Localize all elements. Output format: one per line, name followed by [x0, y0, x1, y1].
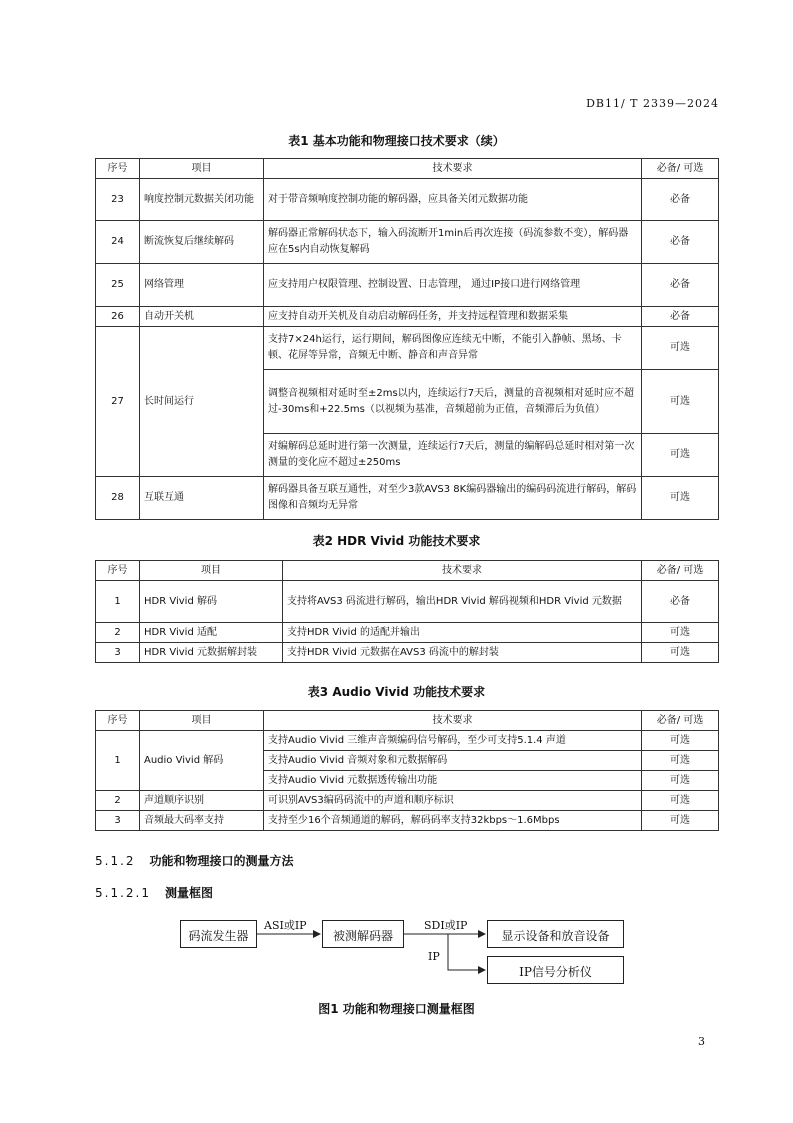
decoder-under-test-box: 被测解码器	[322, 920, 404, 948]
row-item: 断流恢复后继续解码	[140, 221, 264, 264]
row-requirement: 支持Audio Vivid 元数据透传输出功能	[264, 771, 642, 791]
row-requirement: 支持HDR Vivid 元数据在AVS3 码流中的解封装	[283, 643, 642, 663]
header-requirement: 技术要求	[264, 159, 642, 179]
row-no: 1	[96, 581, 140, 623]
row-requirement: 支持Audio Vivid 音频对象和元数据解码	[264, 751, 642, 771]
row-item: Audio Vivid 解码	[140, 731, 264, 791]
ip-analyzer-box: IP信号分析仪	[487, 956, 624, 984]
row-no: 24	[96, 221, 140, 264]
row-optional: 必备	[642, 221, 719, 264]
figure1-caption: 图1 功能和物理接口测量框图	[318, 1002, 475, 1016]
row-requirement: 支持HDR Vivid 的适配并输出	[283, 623, 642, 643]
row-optional: 必备	[642, 581, 719, 623]
row-item: HDR Vivid 适配	[140, 623, 283, 643]
table2-caption: 表2 HDR Vivid 功能技术要求	[312, 534, 481, 548]
section-title: 测量框图	[164, 886, 213, 900]
row-no: 1	[96, 731, 140, 791]
row-no: 2	[96, 623, 140, 643]
row-optional: 可选	[642, 731, 719, 751]
ip-label: IP	[428, 950, 440, 963]
row-item: 自动开关机	[140, 307, 264, 327]
section-number: 5.1.2	[95, 854, 136, 868]
row-optional: 可选	[642, 370, 719, 434]
stream-generator-box: 码流发生器	[180, 920, 257, 948]
row-optional: 必备	[642, 264, 719, 307]
input-interface-label: ASI或IP	[264, 919, 307, 932]
row-optional: 可选	[642, 751, 719, 771]
row-item: HDR Vivid 解码	[140, 581, 283, 623]
row-requirement: 可识别AVS3编码码流中的声道和顺序标识	[264, 791, 642, 811]
row-no: 2	[96, 791, 140, 811]
row-no: 23	[96, 179, 140, 221]
header-optional: 必备/ 可选	[642, 159, 719, 179]
row-no: 28	[96, 477, 140, 520]
row-no: 27	[96, 327, 140, 477]
row-requirement: 支持Audio Vivid 三维声音频编码信号解码，至少可支持5.1.4 声道	[264, 731, 642, 751]
row-optional: 可选	[642, 434, 719, 477]
row-item: 互联互通	[140, 477, 264, 520]
header-item: 项目	[140, 561, 283, 581]
row-item: 响度控制元数据关闭功能	[140, 179, 264, 221]
header-optional: 必备/ 可选	[642, 561, 719, 581]
header-no: 序号	[96, 711, 140, 731]
row-optional: 必备	[642, 307, 719, 327]
row-requirement: 对于带音频响度控制功能的解码器，应具备关闭元数据功能	[264, 179, 642, 221]
row-optional: 可选	[642, 477, 719, 520]
table1-caption: 表1 基本功能和物理接口技术要求（续）	[288, 134, 505, 148]
row-requirement: 应支持用户权限管理、控制设置、日志管理， 通过IP接口进行网络管理	[264, 264, 642, 307]
row-no: 25	[96, 264, 140, 307]
row-optional: 可选	[642, 771, 719, 791]
row-requirement: 支持7×24h运行，运行期间，解码图像应连续无中断，不能引入静帧、黑场、卡顿、花屏等异常，音频无中断、静音和声音异常	[264, 327, 642, 370]
header-item: 项目	[140, 159, 264, 179]
row-no: 3	[96, 643, 140, 663]
section-number: 5.1.2.1	[95, 886, 151, 900]
row-no: 3	[96, 811, 140, 831]
section-title: 功能和物理接口的测量方法	[149, 854, 294, 868]
row-requirement: 支持至少16个音频通道的解码，解码码率支持32kbps～1.6Mbps	[264, 811, 642, 831]
table3-caption: 表3 Audio Vivid 功能技术要求	[307, 685, 486, 699]
row-item: HDR Vivid 元数据解封装	[140, 643, 283, 663]
row-requirement: 调整音视频相对延时至±2ms以内，连续运行7天后，测量的音视频相对延时应不超过-30ms和+22.5ms（以视频为基准，音频超前为正值，音频滞后为负值）	[264, 370, 642, 434]
display-audio-device-box: 显示设备和放音设备	[487, 920, 624, 948]
row-optional: 可选	[642, 643, 719, 663]
row-item: 长时间运行	[140, 327, 264, 477]
row-no: 26	[96, 307, 140, 327]
header-requirement: 技术要求	[264, 711, 642, 731]
row-item: 音频最大码率支持	[140, 811, 264, 831]
row-requirement: 解码器正常解码状态下，输入码流断开1min后再次连接（码流参数不变），解码器应在5s内自动恢复解码	[264, 221, 642, 264]
row-optional: 可选	[642, 811, 719, 831]
header-item: 项目	[140, 711, 264, 731]
header-no: 序号	[96, 159, 140, 179]
page-number: 3	[698, 1035, 705, 1048]
row-requirement: 支持将AVS3 码流进行解码，输出HDR Vivid 解码视频和HDR Vivid 元数据	[283, 581, 642, 623]
row-requirement: 应支持自动开关机及自动启动解码任务，并支持远程管理和数据采集	[264, 307, 642, 327]
row-optional: 必备	[642, 179, 719, 221]
output-interface-label: SDI或IP	[424, 919, 468, 932]
row-optional: 可选	[642, 327, 719, 370]
row-optional: 可选	[642, 791, 719, 811]
arrow-decoder-to-analyzer	[448, 934, 485, 970]
row-optional: 可选	[642, 623, 719, 643]
row-requirement: 对编解码总延时进行第一次测量，连续运行7天后，测量的编解码总延时相对第一次测量的变化应不超过±250ms	[264, 434, 642, 477]
document-code: DB11/ T 2339—2024	[586, 97, 719, 110]
row-item: 声道顺序识别	[140, 791, 264, 811]
header-no: 序号	[96, 561, 140, 581]
header-optional: 必备/ 可选	[642, 711, 719, 731]
header-requirement: 技术要求	[283, 561, 642, 581]
row-item: 网络管理	[140, 264, 264, 307]
row-requirement: 解码器具备互联互通性，对至少3款AVS3 8K编码器输出的编码码流进行解码，解码图像和音频均无异常	[264, 477, 642, 520]
